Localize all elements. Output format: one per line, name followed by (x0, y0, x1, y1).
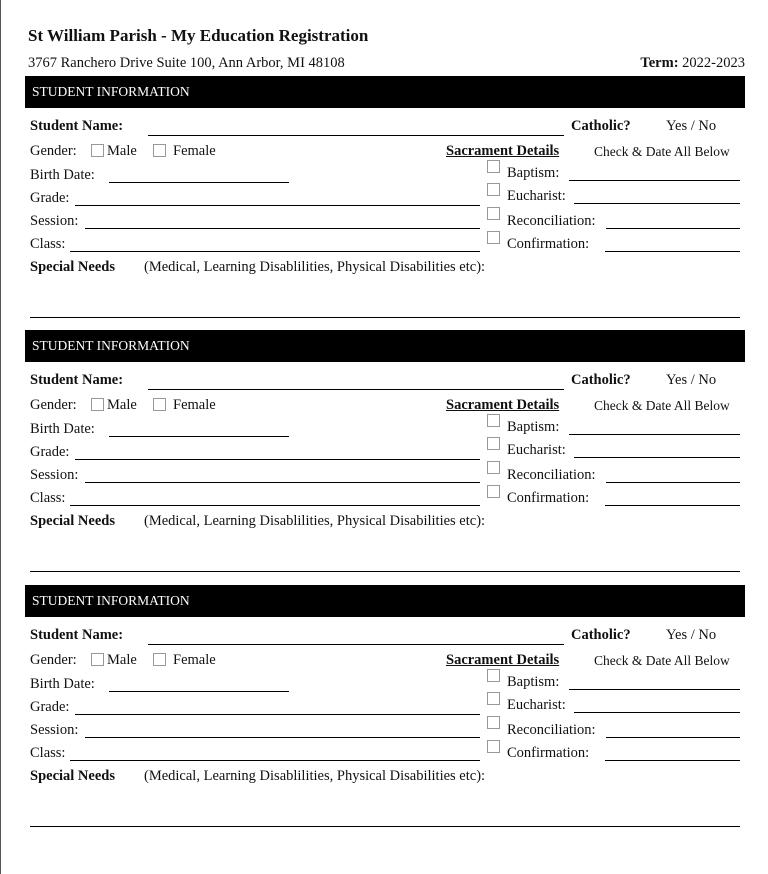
baptism-date-field[interactable] (569, 434, 740, 435)
confirmation-checkbox[interactable] (487, 485, 500, 498)
eucharist-label: Eucharist: (507, 697, 566, 713)
grade-label: Grade: (30, 444, 70, 460)
student-name-field[interactable] (148, 644, 564, 645)
section-header: STUDENT INFORMATION (25, 76, 745, 108)
session-field[interactable] (85, 737, 480, 738)
female-checkbox[interactable] (153, 144, 166, 157)
eucharist-label: Eucharist: (507, 442, 566, 458)
birth-date-label: Birth Date: (30, 421, 95, 437)
grade-label: Grade: (30, 699, 70, 715)
catholic-label: Catholic? (571, 372, 631, 388)
gender-label: Gender: (30, 652, 77, 668)
female-checkbox[interactable] (153, 653, 166, 666)
class-field[interactable] (70, 760, 480, 761)
reconciliation-checkbox[interactable] (487, 716, 500, 729)
birth-date-field[interactable] (109, 691, 289, 692)
baptism-label: Baptism: (507, 165, 560, 181)
session-field[interactable] (85, 228, 480, 229)
class-field[interactable] (70, 505, 480, 506)
grade-field[interactable] (75, 459, 480, 460)
class-field[interactable] (70, 251, 480, 252)
eucharist-checkbox[interactable] (487, 183, 500, 196)
page-left-border (0, 0, 1, 874)
term-info (640, 55, 745, 72)
reconciliation-label: Reconciliation: (507, 722, 596, 738)
baptism-label: Baptism: (507, 419, 560, 435)
birth-date-field[interactable] (109, 182, 289, 183)
male-label: Male (107, 143, 137, 159)
confirmation-label: Confirmation: (507, 490, 590, 506)
female-label: Female (173, 143, 216, 159)
check-date-hint: Check & Date All Below (594, 144, 730, 159)
special-needs-label: Special Needs (30, 513, 115, 529)
birth-date-field[interactable] (109, 436, 289, 437)
catholic-yes-no[interactable]: Yes / No (666, 627, 717, 643)
student-information-section (25, 76, 745, 326)
confirmation-date-field[interactable] (605, 251, 740, 252)
male-checkbox[interactable] (91, 398, 104, 411)
section-header: STUDENT INFORMATION (25, 330, 745, 362)
section-header: STUDENT INFORMATION (25, 585, 745, 617)
special-needs-hint: (Medical, Learning Disablilities, Physical Disabilities etc): (144, 768, 486, 784)
grade-field[interactable] (75, 714, 480, 715)
session-label: Session: (30, 467, 79, 483)
catholic-yes-no[interactable]: Yes / No (666, 372, 717, 388)
student-name-field[interactable] (148, 389, 564, 390)
baptism-date-field[interactable] (569, 689, 740, 690)
class-label: Class: (30, 745, 66, 761)
baptism-label: Baptism: (507, 674, 560, 690)
female-label: Female (173, 397, 216, 413)
student-name-label: Student Name: (30, 118, 124, 134)
eucharist-date-field[interactable] (574, 712, 740, 713)
male-label: Male (107, 652, 137, 668)
term-label: Term: (640, 55, 679, 71)
sacrament-details-label: Sacrament Details (446, 652, 560, 668)
student-information-section (25, 330, 745, 580)
gender-label: Gender: (30, 143, 77, 159)
student-name-label: Student Name: (30, 372, 124, 388)
male-checkbox[interactable] (91, 144, 104, 157)
parish-address: 3767 Ranchero Drive Suite 100, Ann Arbor, MI 48108 (28, 55, 345, 71)
confirmation-label: Confirmation: (507, 236, 590, 252)
session-label: Session: (30, 213, 79, 229)
special-needs-label: Special Needs (30, 768, 115, 784)
class-label: Class: (30, 490, 66, 506)
catholic-label: Catholic? (571, 118, 631, 134)
confirmation-date-field[interactable] (605, 760, 740, 761)
check-date-hint: Check & Date All Below (594, 653, 730, 668)
male-checkbox[interactable] (91, 653, 104, 666)
reconciliation-label: Reconciliation: (507, 213, 596, 229)
sacrament-details-label: Sacrament Details (446, 397, 560, 413)
grade-field[interactable] (75, 205, 480, 206)
reconciliation-date-field[interactable] (606, 228, 740, 229)
reconciliation-date-field[interactable] (606, 482, 740, 483)
special-needs-field[interactable] (30, 826, 740, 827)
special-needs-hint: (Medical, Learning Disablilities, Physical Disabilities etc): (144, 259, 486, 275)
gender-label: Gender: (30, 397, 77, 413)
confirmation-checkbox[interactable] (487, 231, 500, 244)
female-checkbox[interactable] (153, 398, 166, 411)
eucharist-date-field[interactable] (574, 457, 740, 458)
baptism-date-field[interactable] (569, 180, 740, 181)
reconciliation-checkbox[interactable] (487, 207, 500, 220)
female-label: Female (173, 652, 216, 668)
session-field[interactable] (85, 482, 480, 483)
reconciliation-label: Reconciliation: (507, 467, 596, 483)
student-name-field[interactable] (148, 135, 564, 136)
form-title: St William Parish - My Education Registration (28, 26, 369, 45)
student-information-section (25, 585, 745, 835)
male-label: Male (107, 397, 137, 413)
reconciliation-checkbox[interactable] (487, 461, 500, 474)
confirmation-label: Confirmation: (507, 745, 590, 761)
confirmation-checkbox[interactable] (487, 740, 500, 753)
catholic-yes-no[interactable]: Yes / No (666, 118, 717, 134)
catholic-label: Catholic? (571, 627, 631, 643)
grade-label: Grade: (30, 190, 70, 206)
session-label: Session: (30, 722, 79, 738)
baptism-checkbox[interactable] (487, 160, 500, 173)
eucharist-checkbox[interactable] (487, 692, 500, 705)
eucharist-label: Eucharist: (507, 188, 566, 204)
birth-date-label: Birth Date: (30, 676, 95, 692)
confirmation-date-field[interactable] (605, 505, 740, 506)
baptism-checkbox[interactable] (487, 669, 500, 682)
term-value: 2022-2023 (682, 55, 745, 71)
check-date-hint: Check & Date All Below (594, 398, 730, 413)
class-label: Class: (30, 236, 66, 252)
eucharist-date-field[interactable] (574, 203, 740, 204)
student-name-label: Student Name: (30, 627, 124, 643)
reconciliation-date-field[interactable] (606, 737, 740, 738)
birth-date-label: Birth Date: (30, 167, 95, 183)
special-needs-field[interactable] (30, 571, 740, 572)
special-needs-label: Special Needs (30, 259, 115, 275)
special-needs-hint: (Medical, Learning Disablilities, Physical Disabilities etc): (144, 513, 486, 529)
eucharist-checkbox[interactable] (487, 437, 500, 450)
sacrament-details-label: Sacrament Details (446, 143, 560, 159)
special-needs-field[interactable] (30, 317, 740, 318)
baptism-checkbox[interactable] (487, 414, 500, 427)
